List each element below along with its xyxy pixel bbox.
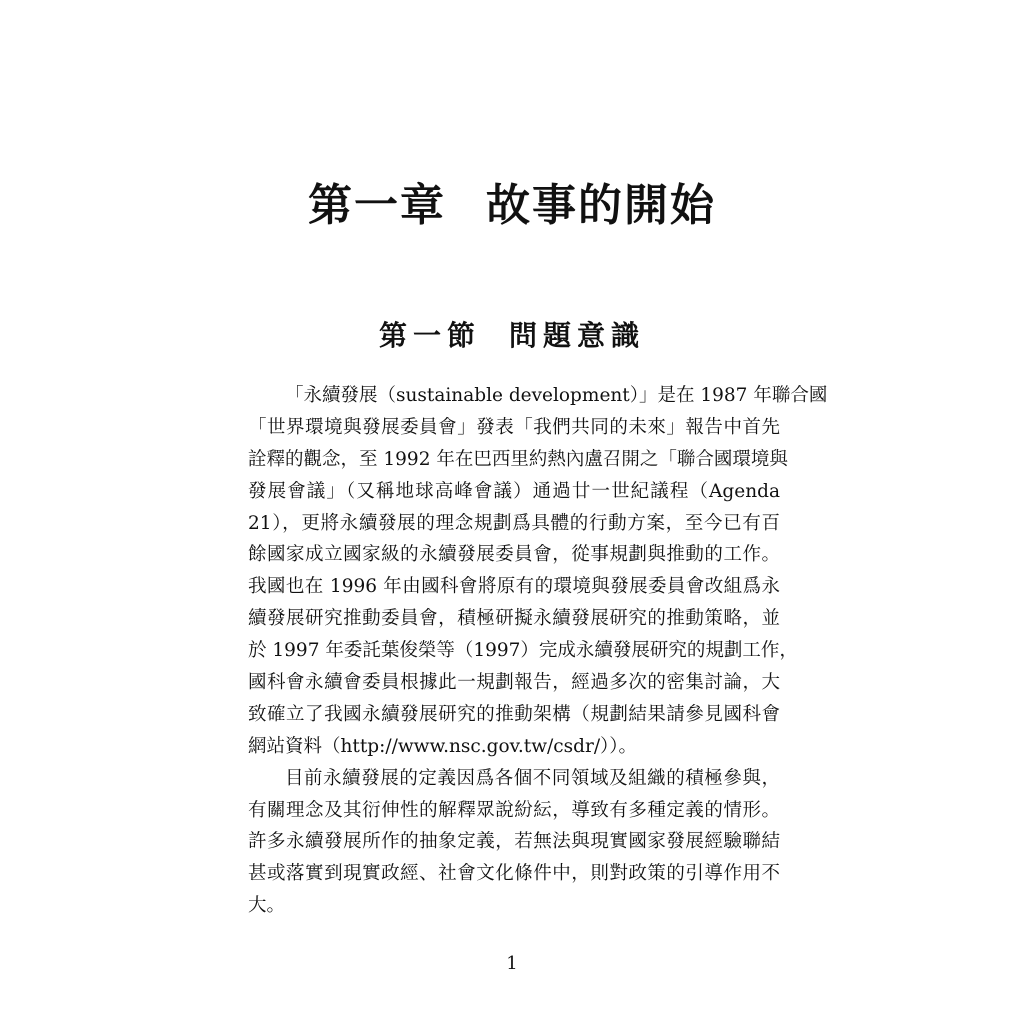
text-line: 許多永續發展所作的抽象定義，若無法與現實國家發展經驗聯結 (248, 831, 780, 853)
chapter-name: 故事的開始 (486, 180, 716, 231)
page-number: 1 (506, 953, 518, 974)
section-name: 問題意識 (509, 319, 646, 352)
body-text (248, 380, 828, 922)
text-line: 21），更將永續發展的理念規劃爲具體的行動方案，至今已有百 (248, 512, 780, 534)
text-line: 詮釋的觀念，至 1992 年在巴西里約熱內盧召開之「聯合國環境與 (248, 448, 788, 470)
section-label: 第一節 (378, 319, 481, 352)
text-line: 網站資料（http://www.nsc.gov.tw/csdr/））。 (248, 735, 638, 757)
paragraph-2 (248, 763, 780, 922)
paragraph-1 (248, 380, 828, 763)
text-line: 於 1997 年委託葉俊榮等（1997）完成永續發展研究的規劃工作， (248, 640, 798, 662)
text-line: 有關理念及其衍伸性的解釋眾說紛紜，導致有多種定義的情形。 (248, 799, 780, 821)
text-line: 甚或落實到現實政經、社會文化條件中，則對政策的引導作用不 (248, 863, 780, 885)
section-title (0, 316, 1024, 356)
text-line: 大。 (248, 895, 286, 917)
text-line: 目前永續發展的定義因爲各個不同領域及組織的積極參與， (285, 767, 780, 789)
chapter-title (0, 176, 1024, 236)
text-line: 餘國家成立國家級的永續發展委員會，從事規劃與推動的工作。 (248, 544, 780, 566)
chapter-label: 第一章 (308, 180, 446, 231)
text-line: 國科會永續會委員根據此一規劃報告，經過多次的密集討論，大 (248, 672, 780, 694)
text-line: 續發展研究推動委員會，積極研擬永續發展研究的推動策略，並 (248, 608, 780, 630)
text-line: 「世界環境與發展委員會」發表「我們共同的未來」報告中首先 (248, 416, 780, 438)
text-line: 致確立了我國永續發展研究的推動架構（規劃結果請參見國科會 (248, 703, 780, 725)
text-line: 「永續發展（sustainable development）」是在 1987 年聯合國 (285, 385, 828, 406)
text-line: 發展會議」（又稱地球高峰會議）通過廿一世紀議程（Agenda (248, 480, 780, 502)
text-line: 我國也在 1996 年由國科會將原有的環境與發展委員會改組爲永 (248, 576, 780, 598)
